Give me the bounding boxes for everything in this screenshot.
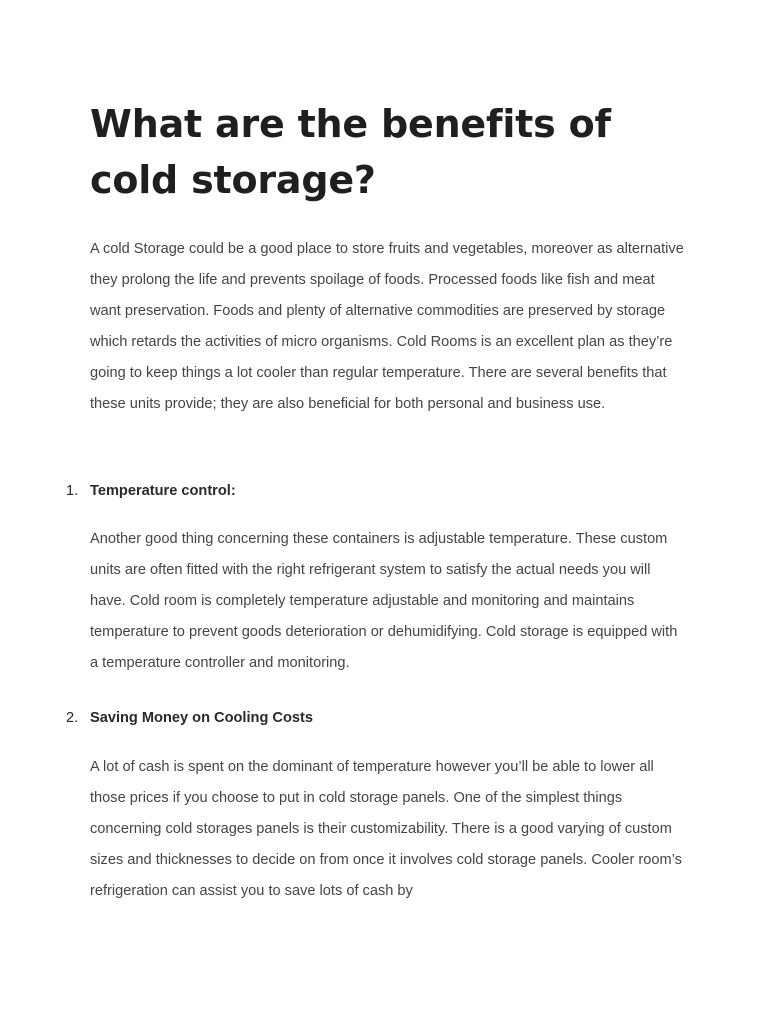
list-item bbox=[66, 708, 686, 728]
section-heading: Temperature control: bbox=[90, 483, 236, 499]
list-item bbox=[66, 481, 686, 501]
section-heading: Saving Money on Cooling Costs bbox=[90, 710, 313, 726]
section-body: Another good thing concerning these containers is adjustable temperature. These custom units are often fitted with the right refrigerant system to satisfy the actual needs you will have. Cold room is completely temperature adjustable and monitoring and maintains temperature to prevent goods deterioration or dehumidifying. Cold storage is equipped with a temperature controller and monitoring. bbox=[90, 531, 678, 671]
section-body: A lot of cash is spent on the dominant of temperature however you’ll be able to lower all those prices if you choose to put in cold storage panels. One of the simplest things concerning cold storages panels is their customizability. There is a good varying of custom sizes and thicknesses to decide on from once it involves cold storage panels. Cooler room’s refrigeration can assist you to save lots of cash by bbox=[90, 759, 682, 899]
page-title: What are the benefits of cold storage? bbox=[90, 102, 611, 202]
intro-paragraph: A cold Storage could be a good place to store fruits and vegetables, moreover as alternative they prolong the life and prevents spoilage of foods. Processed foods like fish and meat want preservation. Foods and plenty of alternative commodities are preserved by storage which retards the activities of micro organisms. Cold Rooms is an excellent plan as they’re going to keep things a lot cooler than regular temperature. There are several benefits that these units provide; they are also beneficial for both personal and business use. bbox=[90, 241, 684, 412]
list-number: 1. bbox=[66, 483, 79, 499]
list-number: 2. bbox=[66, 710, 79, 726]
